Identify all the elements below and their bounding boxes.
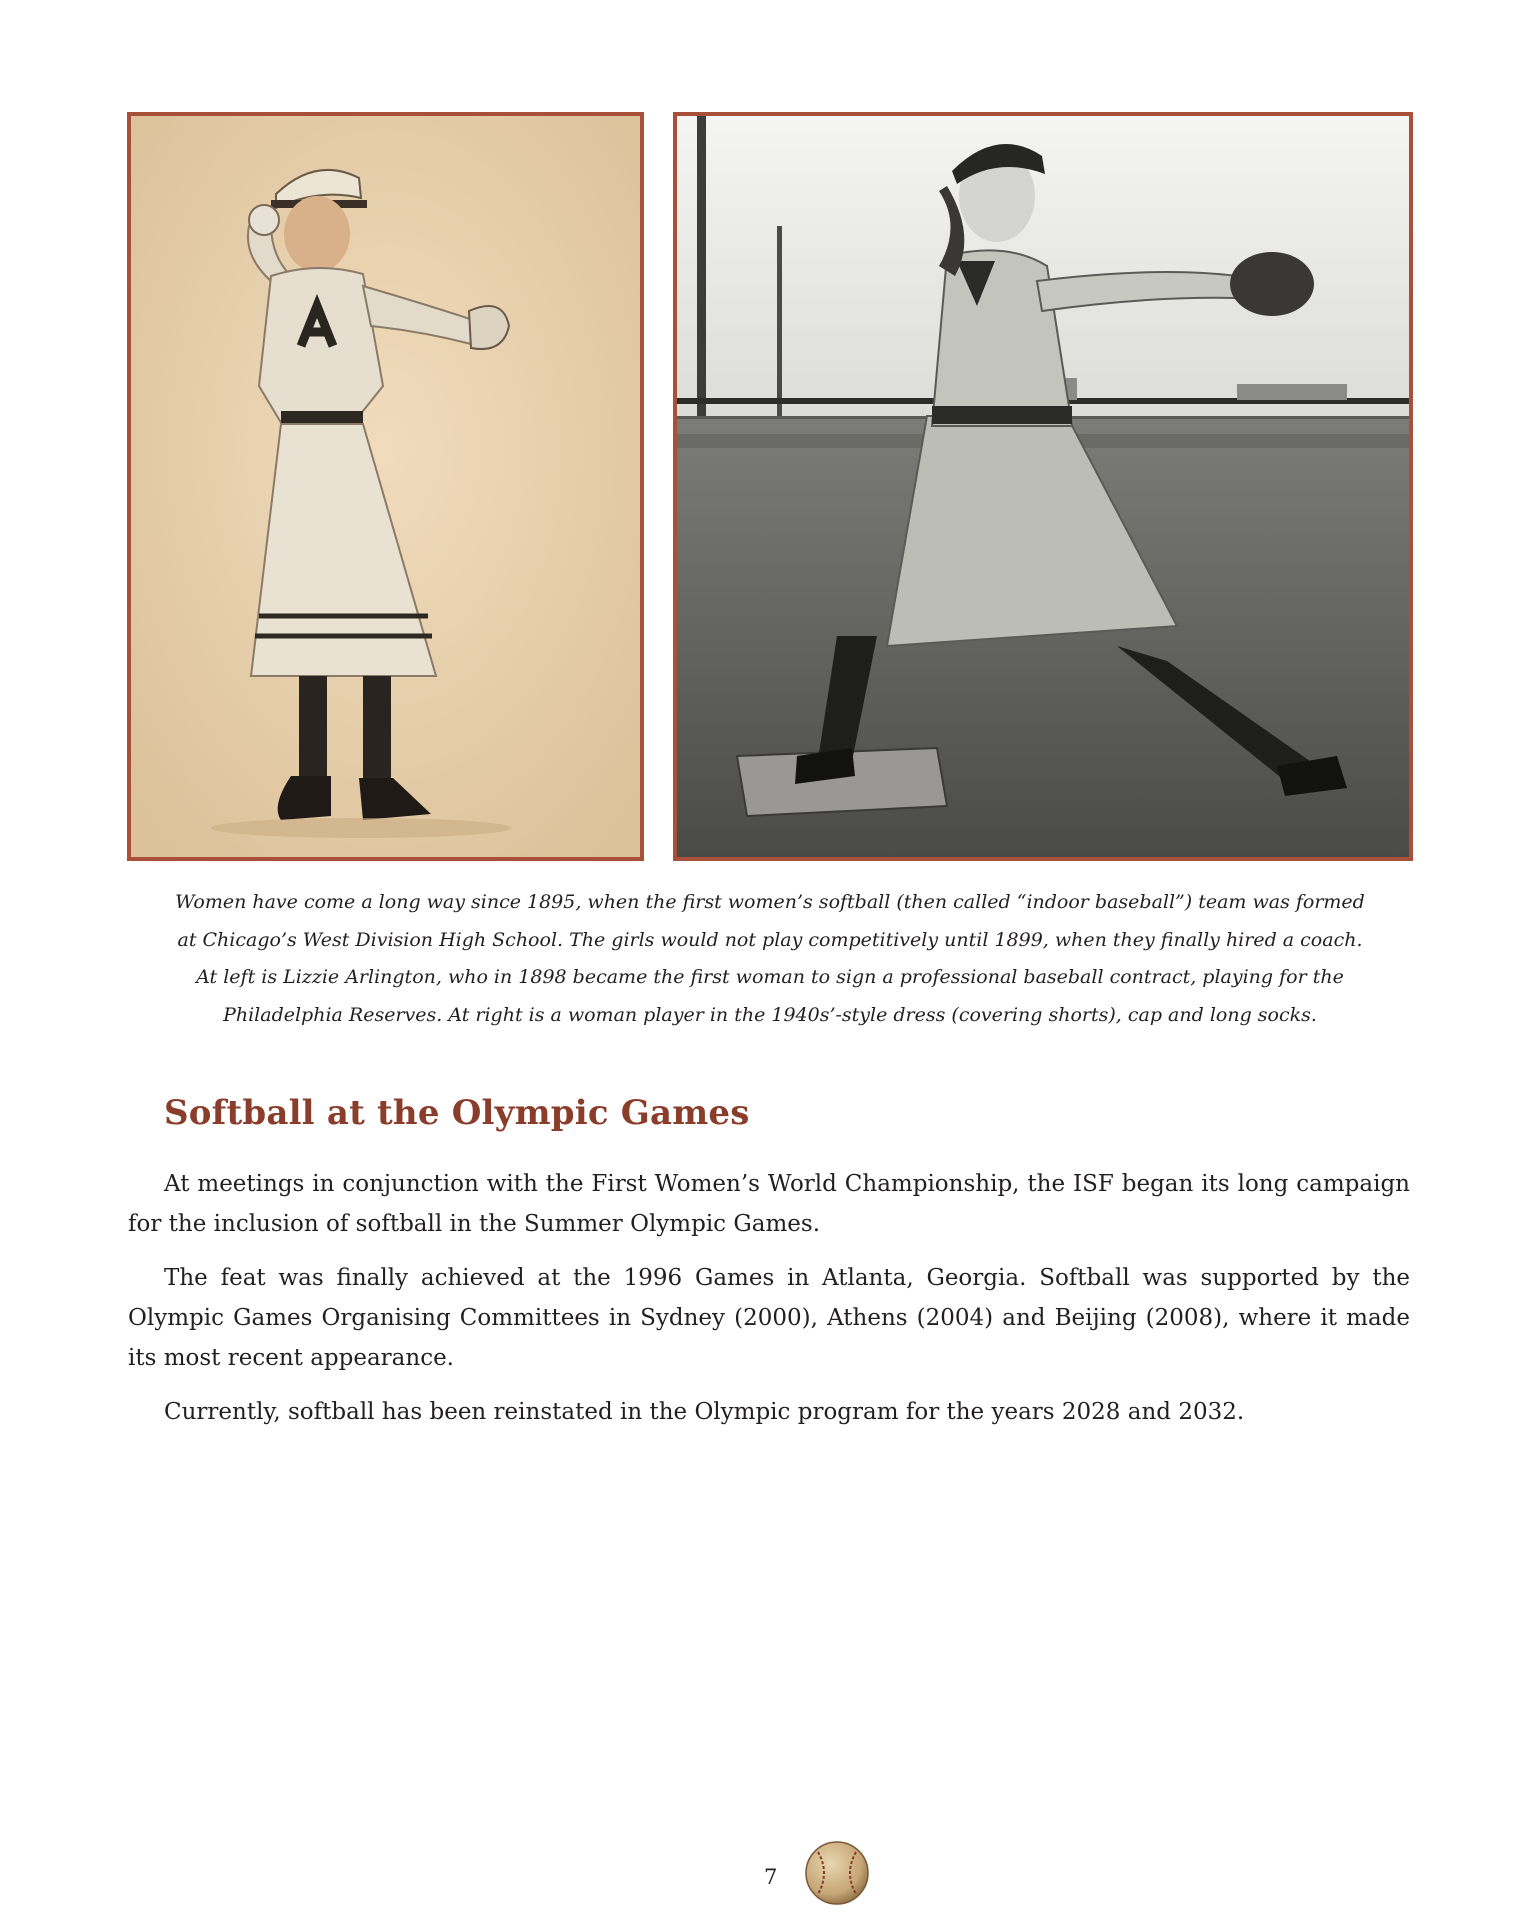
caption-line: at Chicago’s West Division High School. The girls would not play competitively until 1899, when they finally hired a coach. [177,928,1363,951]
body-paragraph: The feat was finally achieved at the 1996 Games in Atlanta, Georgia. Softball was supported by the Olympic Games Organising Committees in Sydney (2000), Athens (2004) and Beijing (2008), where it made its most recent appearance. [128,1265,1410,1371]
body-paragraph: At meetings in conjunction with the First Women’s World Championship, the ISF began its long campaign for the inclusion of softball in the Summer Olympic Games. [128,1171,1410,1237]
section-body [128,1164,1410,1446]
baseball-icon [804,1840,870,1906]
lizzie-arlington-illustration [131,116,640,857]
photo-1940s-pitcher [673,112,1413,861]
1940s-pitcher-illustration [677,116,1409,857]
section-heading: Softball at the Olympic Games [164,1093,750,1133]
caption-line: Philadelphia Reserves. At right is a woman player in the 1940s’-style dress (covering shorts), cap and long socks. [223,1003,1317,1026]
page-number: 7 [764,1865,778,1889]
caption-line: Women have come a long way since 1895, when the first women’s softball (then called “indoor baseball”) team was formed [175,891,1365,913]
body-paragraph: Currently, softball has been reinstated in the Olympic program for the years 2028 and 2032. [164,1399,1245,1425]
photo-lizzie-arlington [127,112,644,861]
photo-caption [150,884,1390,1034]
caption-line: At left is Lizzie Arlington, who in 1898 became the first woman to sign a professional baseball contract, playing for the [196,966,1344,988]
